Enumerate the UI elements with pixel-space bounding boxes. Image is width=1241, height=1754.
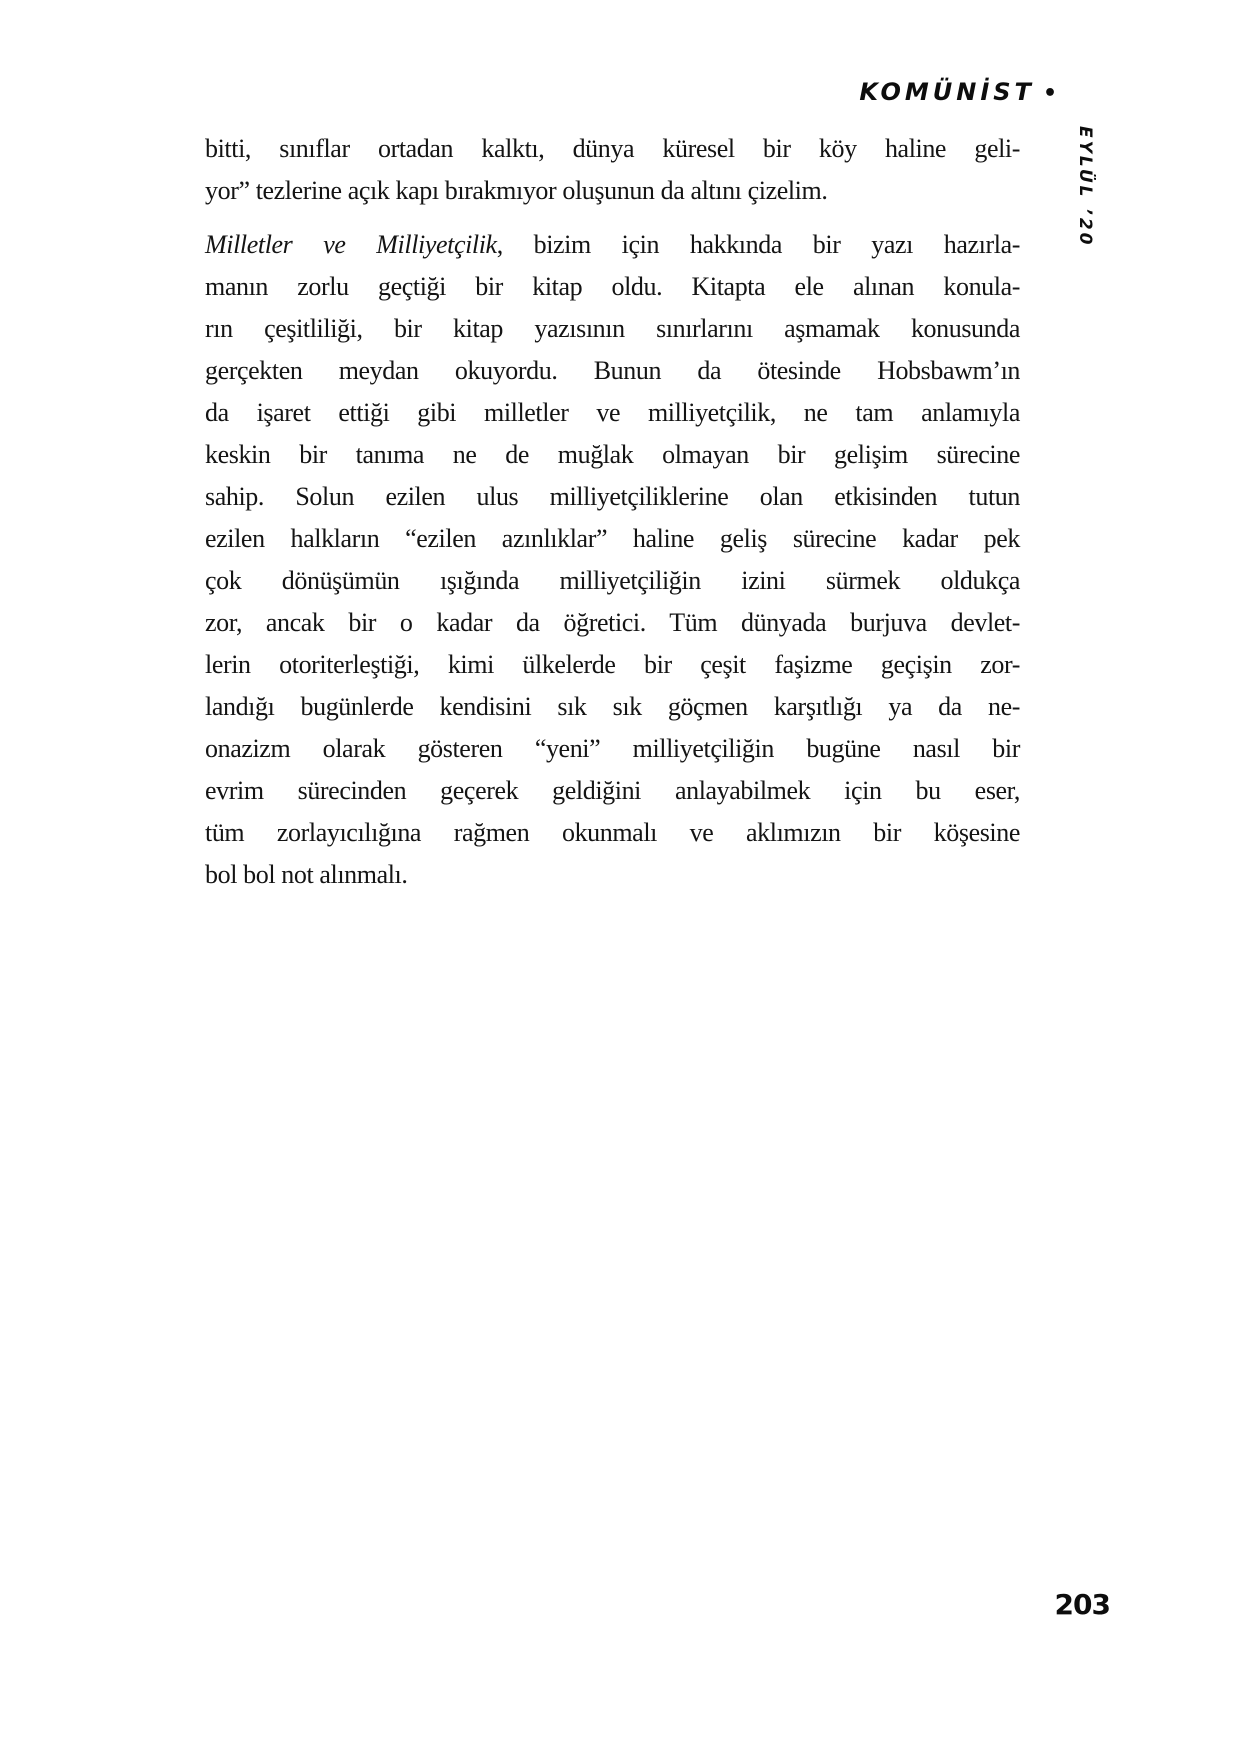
text-segment: landığı bugünlerde kendisini sık sık göçmen karşıtlığı ya da ne- [205, 692, 1020, 721]
text-line [205, 812, 1020, 854]
text-segment: onazizm olarak gösteren “yeni” milliyetçiliğin bugüne nasıl bir [205, 734, 1020, 763]
text-line [205, 476, 1020, 518]
text-segment: tüm zorlayıcılığına rağmen okunmalı ve aklımızın bir köşesine [205, 818, 1020, 847]
text-line [205, 770, 1020, 812]
text-line [205, 308, 1020, 350]
book-title-italic: Milletler ve Milliyetçilik [205, 230, 497, 259]
text-line [205, 128, 1020, 170]
text-line [205, 434, 1020, 476]
text-line [205, 350, 1020, 392]
text-segment: keskin bir tanıma ne de muğlak olmayan bir gelişim sürecine [205, 440, 1020, 469]
text-line [205, 224, 1020, 266]
text-segment: gerçekten meydan okuyordu. Bunun da ötesinde Hobsbawm’ın [205, 356, 1020, 385]
text-segment: zor, ancak bir o kadar da öğretici. Tüm dünyada burjuva devlet- [205, 608, 1020, 637]
text-segment: sahip. Solun ezilen ulus milliyetçiliklerine olan etkisinden tutun [205, 482, 1020, 511]
text-line [205, 854, 1020, 896]
text-segment: da işaret ettiği gibi milletler ve milliyetçilik, ne tam anlamıyla [205, 398, 1020, 427]
text-line [205, 644, 1020, 686]
article-body [205, 128, 1020, 896]
text-segment: rın çeşitliliği, bir kitap yazısının sınırlarını aşmamak konusunda [205, 314, 1020, 343]
masthead-bullet: • [1042, 81, 1057, 106]
paragraph [205, 224, 1020, 896]
text-line [205, 728, 1020, 770]
text-segment: çok dönüşümün ışığında milliyetçiliğin izini sürmek oldukça [205, 566, 1020, 595]
text-line [205, 686, 1020, 728]
page-number: 203 [1054, 1588, 1110, 1621]
issue-date-vertical: EYLÜL ’20 [1075, 126, 1095, 248]
text-line [205, 266, 1020, 308]
text-segment: bitti, sınıflar ortadan kalktı, dünya küresel bir köy haline geli- [205, 134, 1020, 163]
text-line [205, 392, 1020, 434]
text-segment: lerin otoriterleştiği, kimi ülkelerde bir çeşit faşizme geçişin zor- [205, 650, 1020, 679]
text-segment: yor” tezlerine açık kapı bırakmıyor oluşunun da altını çizelim. [205, 176, 828, 205]
text-line [205, 170, 1020, 212]
text-segment: bol bol not alınmalı. [205, 860, 408, 889]
text-line [205, 602, 1020, 644]
text-line [205, 560, 1020, 602]
masthead [859, 78, 1057, 106]
journal-title: KOMÜNİST [859, 78, 1035, 106]
text-segment: evrim sürecinden geçerek geldiğini anlayabilmek için bu eser, [205, 776, 1020, 805]
text-line [205, 518, 1020, 560]
text-segment: , bizim için hakkında bir yazı hazırla- [496, 230, 1020, 259]
paragraph [205, 128, 1020, 212]
text-segment: manın zorlu geçtiği bir kitap oldu. Kitapta ele alınan konula- [205, 272, 1020, 301]
text-segment: ezilen halkların “ezilen azınlıklar” haline geliş sürecine kadar pek [205, 524, 1020, 553]
